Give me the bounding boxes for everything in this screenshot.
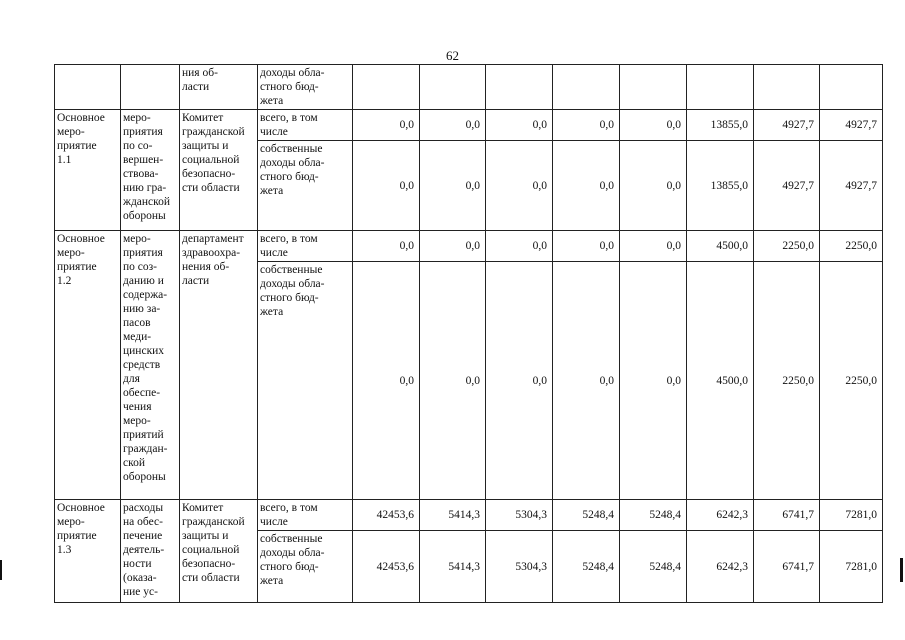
value-cell: 42453,6: [353, 531, 420, 603]
value-cell: 7281,0: [820, 531, 883, 603]
funding-source-cell: всего, в том числе: [258, 500, 353, 531]
funding-source-cell: доходы обла- стного бюд- жета: [258, 65, 353, 110]
value-cell: 13855,0: [687, 141, 754, 231]
table-row: [55, 500, 883, 531]
value-cell: 0,0: [420, 141, 486, 231]
funding-source-cell: всего, в том числе: [258, 110, 353, 141]
value-cell: 0,0: [353, 141, 420, 231]
value-cell: [754, 65, 820, 110]
executor-cell: Комитет гражданской защиты и социальной безопасно- сти области: [180, 110, 258, 231]
measure-description-cell: расходы на обес- печение деятель- ности (оказа- ние ус-: [121, 500, 180, 603]
value-cell: 5248,4: [553, 500, 620, 531]
value-cell: 5248,4: [620, 500, 687, 531]
value-cell: 0,0: [353, 110, 420, 141]
funding-source-cell: собственные доходы обла- стного бюд- жета: [258, 262, 353, 500]
value-cell: 0,0: [620, 262, 687, 500]
value-cell: 0,0: [553, 110, 620, 141]
value-cell: 6741,7: [754, 531, 820, 603]
value-cell: 0,0: [486, 262, 553, 500]
budget-table: [54, 64, 883, 603]
value-cell: 4500,0: [687, 231, 754, 262]
measure-name-cell: Основное меро- приятие 1.2: [55, 231, 121, 500]
executor-cell: ния об- ласти: [180, 65, 258, 110]
value-cell: 4500,0: [687, 262, 754, 500]
value-cell: 5304,3: [486, 531, 553, 603]
value-cell: 0,0: [353, 262, 420, 500]
value-cell: 0,0: [353, 231, 420, 262]
scan-edge-mark: [0, 560, 2, 580]
value-cell: [420, 65, 486, 110]
measure-description-cell: меро- приятия по со- вершен- ствова- нию гра- жданской обороны: [121, 110, 180, 231]
value-cell: [687, 65, 754, 110]
executor-cell: Комитет гражданской защиты и социальной безопасно- сти области: [180, 500, 258, 603]
measure-description-cell: [121, 65, 180, 110]
scan-edge-mark: [900, 558, 903, 582]
value-cell: 0,0: [553, 141, 620, 231]
value-cell: [353, 65, 420, 110]
value-cell: 4927,7: [754, 141, 820, 231]
value-cell: 0,0: [420, 231, 486, 262]
value-cell: 0,0: [553, 231, 620, 262]
funding-source-cell: собственные доходы обла- стного бюд- жета: [258, 531, 353, 603]
value-cell: [553, 65, 620, 110]
value-cell: 2250,0: [820, 231, 883, 262]
measure-description-cell: меро- приятия по соз- данию и содержа- нию за- пасов меди- цинских средств для обеспе- чения меро- приятий граждан- ской обороны: [121, 231, 180, 500]
value-cell: [486, 65, 553, 110]
value-cell: 0,0: [486, 141, 553, 231]
value-cell: 4927,7: [820, 141, 883, 231]
value-cell: 0,0: [620, 231, 687, 262]
value-cell: 5248,4: [620, 531, 687, 603]
value-cell: 2250,0: [820, 262, 883, 500]
value-cell: 4927,7: [820, 110, 883, 141]
measure-name-cell: Основное меро- приятие 1.3: [55, 500, 121, 603]
value-cell: 0,0: [420, 110, 486, 141]
value-cell: 0,0: [486, 110, 553, 141]
value-cell: 5304,3: [486, 500, 553, 531]
funding-source-cell: собственные доходы обла- стного бюд- жета: [258, 141, 353, 231]
table-row: [55, 65, 883, 110]
value-cell: 5414,3: [420, 500, 486, 531]
value-cell: 4927,7: [754, 110, 820, 141]
value-cell: 6242,3: [687, 500, 754, 531]
value-cell: 5414,3: [420, 531, 486, 603]
value-cell: 6741,7: [754, 500, 820, 531]
value-cell: [620, 65, 687, 110]
measure-name-cell: Основное меро- приятие 1.1: [55, 110, 121, 231]
executor-cell: департамент здравоохра- нения об- ласти: [180, 231, 258, 500]
value-cell: 0,0: [620, 110, 687, 141]
funding-source-cell: всего, в том числе: [258, 231, 353, 262]
value-cell: 13855,0: [687, 110, 754, 141]
value-cell: 7281,0: [820, 500, 883, 531]
value-cell: 0,0: [620, 141, 687, 231]
value-cell: 5248,4: [553, 531, 620, 603]
value-cell: 2250,0: [754, 262, 820, 500]
value-cell: 0,0: [420, 262, 486, 500]
value-cell: 0,0: [553, 262, 620, 500]
table-row: [55, 231, 883, 262]
value-cell: [820, 65, 883, 110]
table-row: [55, 110, 883, 141]
page-number: 62: [446, 48, 459, 63]
value-cell: 6242,3: [687, 531, 754, 603]
measure-name-cell: [55, 65, 121, 110]
value-cell: 42453,6: [353, 500, 420, 531]
value-cell: 2250,0: [754, 231, 820, 262]
value-cell: 0,0: [486, 231, 553, 262]
